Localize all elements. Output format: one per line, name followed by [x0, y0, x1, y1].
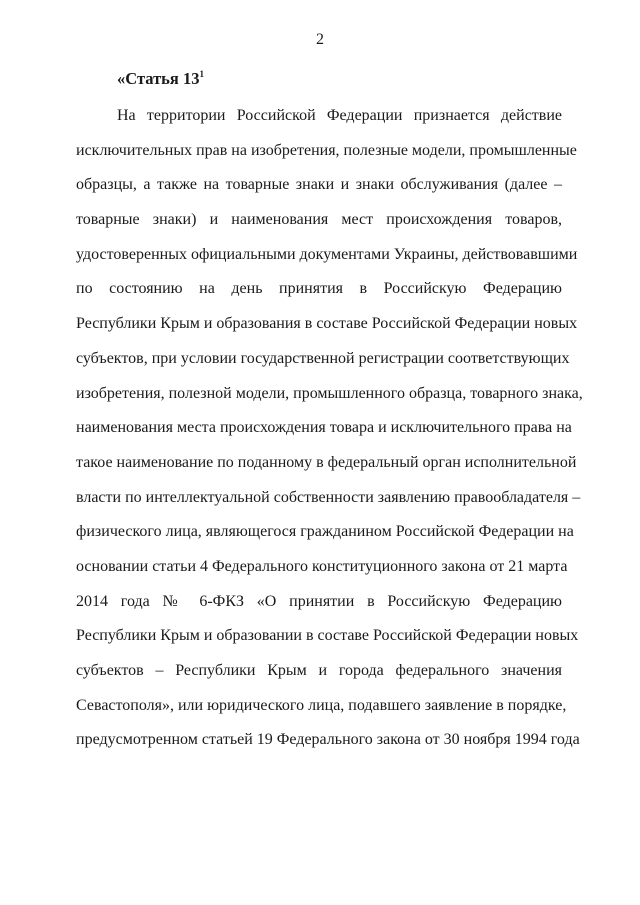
- article-paragraph: [76, 102, 583, 761]
- paragraph-line: субъектов – Республики Крым и города федерального значения: [76, 662, 562, 679]
- paragraph-line: исключительных прав на изобретения, полезные модели, промышленные: [76, 141, 577, 159]
- paragraph-line: основании статьи 4 Федерального конституционного закона от 21 марта: [76, 557, 568, 575]
- paragraph-line: изобретения, полезной модели, промышленного образца, товарного знака,: [76, 384, 583, 402]
- paragraph-line: Республики Крым и образовании в составе Российской Федерации новых: [76, 627, 579, 645]
- paragraph-line: На территории Российской Федерации признается действие: [117, 107, 562, 124]
- article-heading: [117, 68, 204, 90]
- paragraph-line: Севастополя», или юридического лица, подавшего заявление в порядке,: [76, 696, 567, 714]
- paragraph-line: предусмотренном статьей 19 Федерального закона от 30 ноября 1994 года: [76, 731, 580, 749]
- paragraph-line: удостоверенных официальными документами Украины, действовавшими: [76, 245, 578, 263]
- article-heading-superscript: 1: [199, 69, 204, 79]
- paragraph-line: наименования места происхождения товара и исключительного права на: [76, 419, 572, 437]
- paragraph-line: образцы, а также на товарные знаки и знаки обслуживания (далее –: [76, 176, 562, 194]
- page-number: 2: [316, 31, 324, 48]
- paragraph-line: физического лица, являющегося гражданином Российской Федерации на: [76, 523, 574, 541]
- paragraph-line: субъектов, при условии государственной регистрации соответствующих: [76, 349, 570, 367]
- paragraph-line: Республики Крым и образования в составе Российской Федерации новых: [76, 315, 578, 333]
- paragraph-line: 2014 года № 6-ФКЗ «О принятии в Российскую Федерацию: [76, 592, 562, 610]
- paragraph-line: такое наименование по поданному в федеральный орган исполнительной: [76, 453, 577, 471]
- article-heading-text: «Статья 13: [117, 69, 200, 88]
- paragraph-line: по состоянию на день принятия в Российскую Федерацию: [76, 280, 562, 298]
- paragraph-line: товарные знаки) и наименования мест происхождения товаров,: [76, 211, 562, 229]
- paragraph-line: власти по интеллектуальной собственности заявлению правообладателя –: [76, 488, 581, 506]
